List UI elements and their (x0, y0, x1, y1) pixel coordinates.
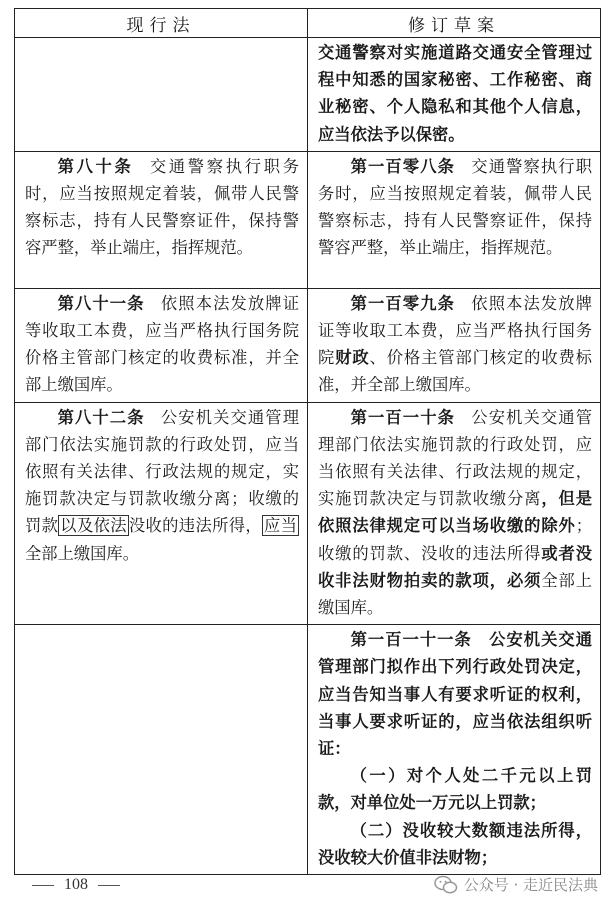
article-number: 第八十一条 (57, 293, 145, 313)
article-number: 第一百一十一条 (350, 630, 472, 650)
draft-cell (308, 625, 601, 875)
current-law-cell (15, 38, 308, 152)
draft-text: 第一百一十一条 公安机关交通管理部门拟作出下列行政处罚决定，应当告知当事人有要求听证的权利，当事人要求听证的，应当依法组织听证： (318, 630, 592, 759)
draft-text: 第一百零九条 依照本法发放牌证等收取工本费，应当严格执行国务院财政、价格主管部门核定的收费标准，并全部上缴国库。 (318, 293, 592, 395)
current-law-text: 第八十一条 依照本法发放牌证等收取工本费，应当严格执行国务院价格主管部门核定的收费标准，并全部上缴国库。 (25, 293, 299, 395)
draft-cell (308, 288, 601, 402)
current-law-text: 第八十二条 公安机关交通管理部门依法实施罚款的行政处罚，应当依照有关法律、行政法规的规定，实施罚款决定与罚款收缴分离；收缴的罚款 以及依法 没收的违法所得， 应当全部上缴国库。 (25, 407, 299, 563)
table-row (15, 38, 601, 152)
table-row (15, 625, 601, 875)
deleted-text-box: 以及依法 (60, 516, 127, 536)
draft-text: 第一百一十条 公安机关交通管理部门依法实施罚款的行政处罚，应当依照有关法律、行政法规的规定，实施罚款决定与罚款收缴分离，但是依照法律规定可以当场收缴的除外；收缴的罚款、没收的违法所得或者没收非法财物拍卖的款项，必须全部上缴国库。 (318, 407, 592, 618)
current-law-text: 第八十条 交通警察执行职务时，应当按照规定着装，佩带人民警察标志，持有人民警察证件，保持警容严整，举止端庄，指挥规范。 (25, 156, 299, 258)
draft-cell (308, 38, 601, 152)
header-draft: 修订草案 (308, 9, 601, 38)
table-header-row (15, 9, 601, 38)
table-row (15, 151, 601, 288)
comparison-table (14, 8, 601, 875)
document-page (14, 8, 600, 875)
article-number: 第八十条 (57, 156, 134, 176)
current-law-cell (15, 625, 308, 875)
article-number: 第八十二条 (57, 407, 145, 427)
wechat-icon (434, 875, 458, 895)
table-row (15, 288, 601, 402)
header-current-law: 现行法 (15, 9, 308, 38)
amended-text: 或者没收非法财物拍卖的款项，必须 (318, 543, 592, 590)
amended-text: ，但是依照法律规定可以当场收缴的除外 (318, 489, 592, 536)
article-number: 第一百零八条 (350, 156, 455, 176)
draft-cell (308, 402, 601, 625)
page-number: 108 (22, 876, 130, 894)
page-footer (0, 872, 614, 902)
draft-text: 交通警察对实施道路交通安全管理过程中知悉的国家秘密、工作秘密、商业秘密、个人隐私和其他个人信息，应当依法予以保密。 (318, 43, 592, 144)
watermark: 公众号 · 走近民法典 (434, 874, 598, 895)
draft-text: 第一百零八条 交通警察执行职务时，应当按照规定着装，佩带人民警察标志，持有人民警察证件，保持警容严整，举止端庄，指挥规范。 (318, 156, 592, 258)
draft-item: （一）对个人处二千元以上罚款，对单位处一万元以上罚款； (318, 766, 592, 813)
current-law-cell (15, 288, 308, 402)
deleted-text-box: 应当 (264, 516, 297, 536)
table-row (15, 402, 601, 625)
article-number: 第一百一十条 (350, 407, 455, 427)
draft-item: （二）没收较大数额违法所得，没收较大价值非法财物； (318, 820, 592, 867)
article-number: 第一百零九条 (350, 293, 455, 313)
current-law-cell (15, 151, 308, 288)
draft-cell (308, 151, 601, 288)
current-law-cell (15, 402, 308, 625)
amended-text: 财政 (335, 348, 370, 368)
